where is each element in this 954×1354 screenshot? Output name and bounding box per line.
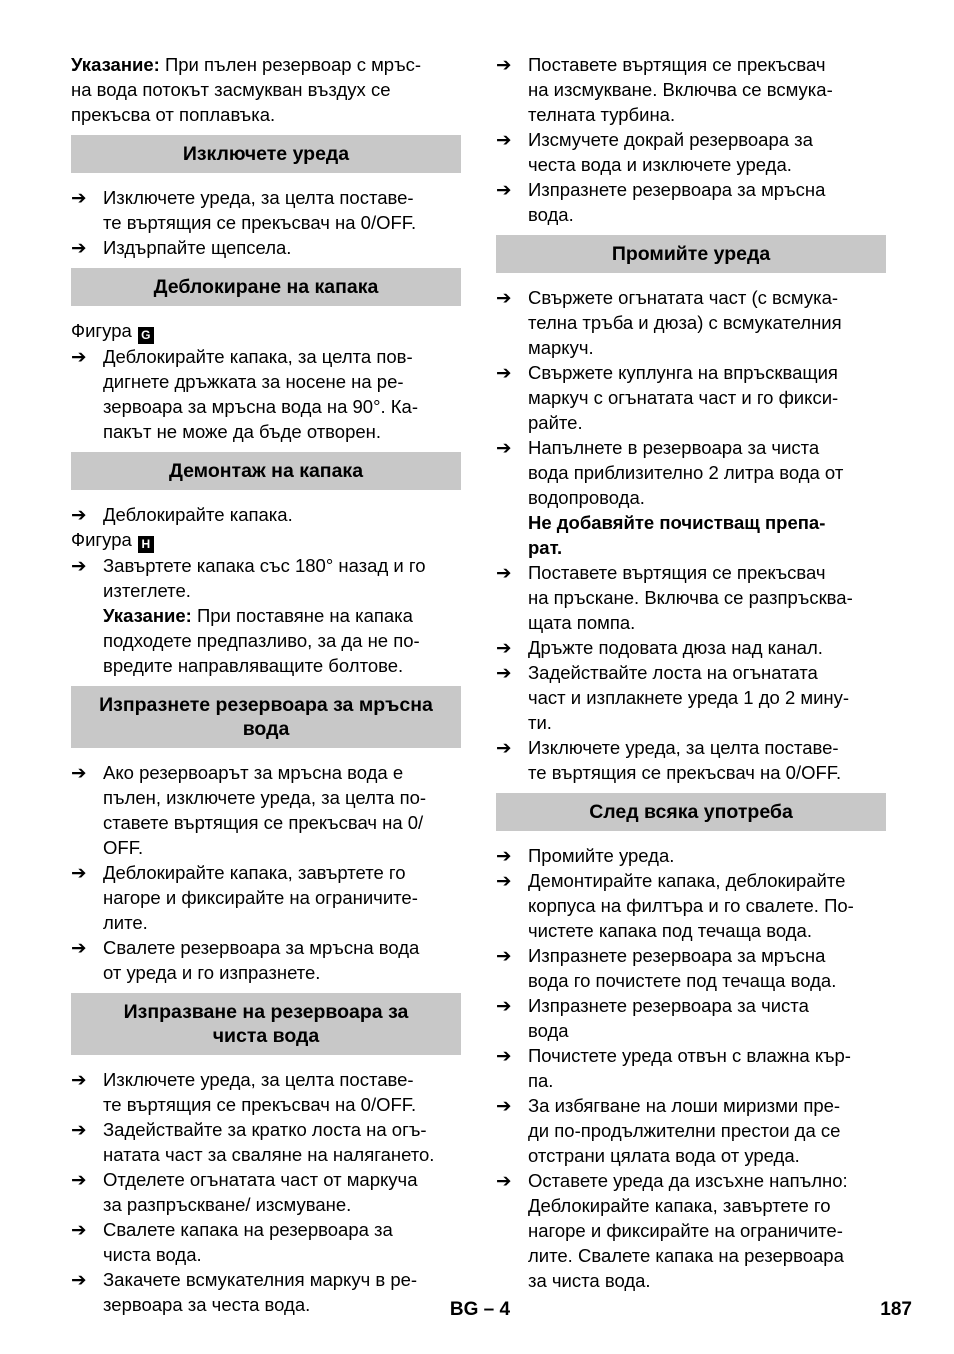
list-item: ➔ Свалете капака на резервоара за чиста вода. [71, 1219, 393, 1265]
list-item: ➔ Изпразнете резервоара за мръсна вода. [496, 179, 826, 225]
page-number: 187 [880, 1299, 912, 1320]
section-heading: Промийте уреда [496, 235, 886, 273]
list-item: ➔ Изключете уреда, за целта поставе- те въртящия се прекъсвач на 0/OFF. [71, 187, 417, 233]
arrow-right-icon: ➔ [496, 637, 512, 658]
list-item: ➔ Свържете куплунга на впръскващия маркуч с огънатата част и го фикси- райте. [496, 362, 839, 433]
arrow-right-icon: ➔ [71, 1269, 87, 1290]
section-heading: Изпразване на резервоара за чиста вода [71, 993, 461, 1055]
section-heading: Деблокиране на капака [71, 268, 461, 306]
list-item: ➔ Напълнете в резервоара за чиста вода приблизително 2 литра вода от водопровода. [496, 437, 844, 508]
list-item: ➔ Задействайте лоста на огънатата част и изплакнете уреда 1 до 2 мину- ти. [496, 662, 850, 733]
arrow-right-icon: ➔ [496, 870, 512, 891]
arrow-right-icon: ➔ [496, 737, 512, 758]
arrow-right-icon: ➔ [496, 179, 512, 200]
sub-note: Указание: При поставяне на капака подходете предпазливо, за да не по- вредите направляващите болтове. [103, 605, 420, 676]
list-item: ➔ Изключете уреда, за целта поставе- те въртящия се прекъсвач на 0/OFF. [71, 1069, 417, 1115]
right-column [496, 52, 886, 1293]
left-column [71, 52, 461, 1317]
list-item: ➔ Задействайте за кратко лоста на огъ- натата част за сваляне на налягането. [71, 1119, 435, 1165]
section-heading: Демонтаж на капака [71, 452, 461, 490]
arrow-right-icon: ➔ [496, 54, 512, 75]
list-item: ➔ Отделете огънатата част от маркуча за разпръскване/ изсмуване. [71, 1169, 418, 1215]
arrow-right-icon: ➔ [496, 995, 512, 1016]
list-item: ➔ Поставете въртящия се прекъсвач на изсмукване. Включва се всмука- телната турбина. [496, 54, 833, 125]
figure-reference: Фигура H [71, 527, 461, 553]
arrow-right-icon: ➔ [71, 862, 87, 883]
arrow-right-icon: ➔ [71, 555, 87, 576]
list-item: ➔ Деблокирайте капака, завъртете го нагоре и фиксирайте на ограничите- лите. [71, 862, 418, 933]
arrow-right-icon: ➔ [496, 1170, 512, 1191]
note-label: Указание: [71, 54, 160, 75]
figure-letter: G [138, 327, 154, 344]
figure-reference: Фигура G [71, 318, 461, 344]
list-item: ➔ Закачете всмукателния маркуч в ре- зервоара за честа вода. [71, 1269, 418, 1315]
list-item: ➔ Деблокирайте капака, за целта пов- дигнете дръжката за носене на ре- зервоара за мръсна вода на 90°. Ка- пакът не може да бъде отворен. [71, 346, 418, 442]
list-item: ➔ Почистете уреда отвън с влажна кър- па. [496, 1045, 851, 1091]
list-item: ➔ Завъртете капака със 180° назад и го изтеглете. [71, 555, 426, 601]
arrow-right-icon: ➔ [496, 662, 512, 683]
arrow-right-icon: ➔ [71, 1219, 87, 1240]
arrow-right-icon: ➔ [496, 287, 512, 308]
list-item: ➔ Промийте уреда. [496, 845, 675, 866]
list-item: ➔ Поставете въртящия се прекъсвач на пръскане. Включва се разпръсква- щата помпа. [496, 562, 853, 633]
arrow-right-icon: ➔ [496, 562, 512, 583]
list-item: ➔ Деблокирайте капака. [71, 504, 293, 525]
list-item: ➔ Свържете огънатата част (с всмука- телна тръба и дюза) с всмукателния маркуч. [496, 287, 842, 358]
arrow-right-icon: ➔ [71, 1119, 87, 1140]
arrow-right-icon: ➔ [71, 504, 87, 525]
intro-note [71, 52, 461, 127]
arrow-right-icon: ➔ [496, 945, 512, 966]
section-heading: Изключете уреда [71, 135, 461, 173]
list-item: ➔ Изпразнете резервоара за мръсна вода го почистете под течаща вода. [496, 945, 837, 991]
arrow-right-icon: ➔ [496, 1095, 512, 1116]
list-item: ➔ Изключете уреда, за целта поставе- те въртящия се прекъсвач на 0/OFF. [496, 737, 842, 783]
arrow-right-icon: ➔ [496, 437, 512, 458]
arrow-right-icon: ➔ [71, 187, 87, 208]
list-item: ➔ Дръжте подовата дюза над канал. [496, 637, 823, 658]
arrow-right-icon: ➔ [71, 762, 87, 783]
arrow-right-icon: ➔ [71, 1169, 87, 1190]
arrow-right-icon: ➔ [71, 346, 87, 367]
arrow-right-icon: ➔ [496, 1045, 512, 1066]
note-text: При пълен резервоар с мръс- на вода потокът засмукван въздух се прекъсва от поплавъка. [71, 54, 422, 125]
arrow-right-icon: ➔ [496, 129, 512, 150]
arrow-right-icon: ➔ [496, 845, 512, 866]
warning-text: Не добавяйте почистващ препа- рат. [528, 512, 826, 558]
list-item: ➔ Демонтирайте капака, деблокирайте корпуса на филтъра и го свалете. По- чистете капака под течаща вода. [496, 870, 854, 941]
figure-letter: H [138, 536, 154, 553]
arrow-right-icon: ➔ [71, 937, 87, 958]
list-item: ➔ Ако резервоарът за мръсна вода е пълен, изключете уреда, за целта по- ставете въртящия се прекъсвач на 0/ OFF. [71, 762, 427, 858]
arrow-right-icon: ➔ [71, 1069, 87, 1090]
arrow-right-icon: ➔ [71, 237, 87, 258]
section-heading: Изпразнете резервоара за мръсна вода [71, 686, 461, 748]
list-item: ➔ Изпразнете резервоара за чиста вода [496, 995, 809, 1041]
section-heading: След всяка употреба [496, 793, 886, 831]
footer-section-label: BG – 4 [449, 1299, 511, 1320]
list-item: ➔ Издърпайте щепсела. [71, 237, 292, 258]
list-item: ➔ За избягване на лоши миризми пре- ди по-продължителни престои да се отстрани цялата вода от уреда. [496, 1095, 841, 1166]
list-item: ➔ Изсмучете докрай резервоара за честа вода и изключете уреда. [496, 129, 813, 175]
list-item: ➔ Оставете уреда да изсъхне напълно: Деблокирайте капака, завъртете го нагоре и фиксирайте на ограничите- лите. Свалете капака на резервоара за чиста вода. [496, 1170, 848, 1291]
list-item: ➔ Свалете резервоара за мръсна вода от уреда и го изпразнете. [71, 937, 420, 983]
arrow-right-icon: ➔ [496, 362, 512, 383]
